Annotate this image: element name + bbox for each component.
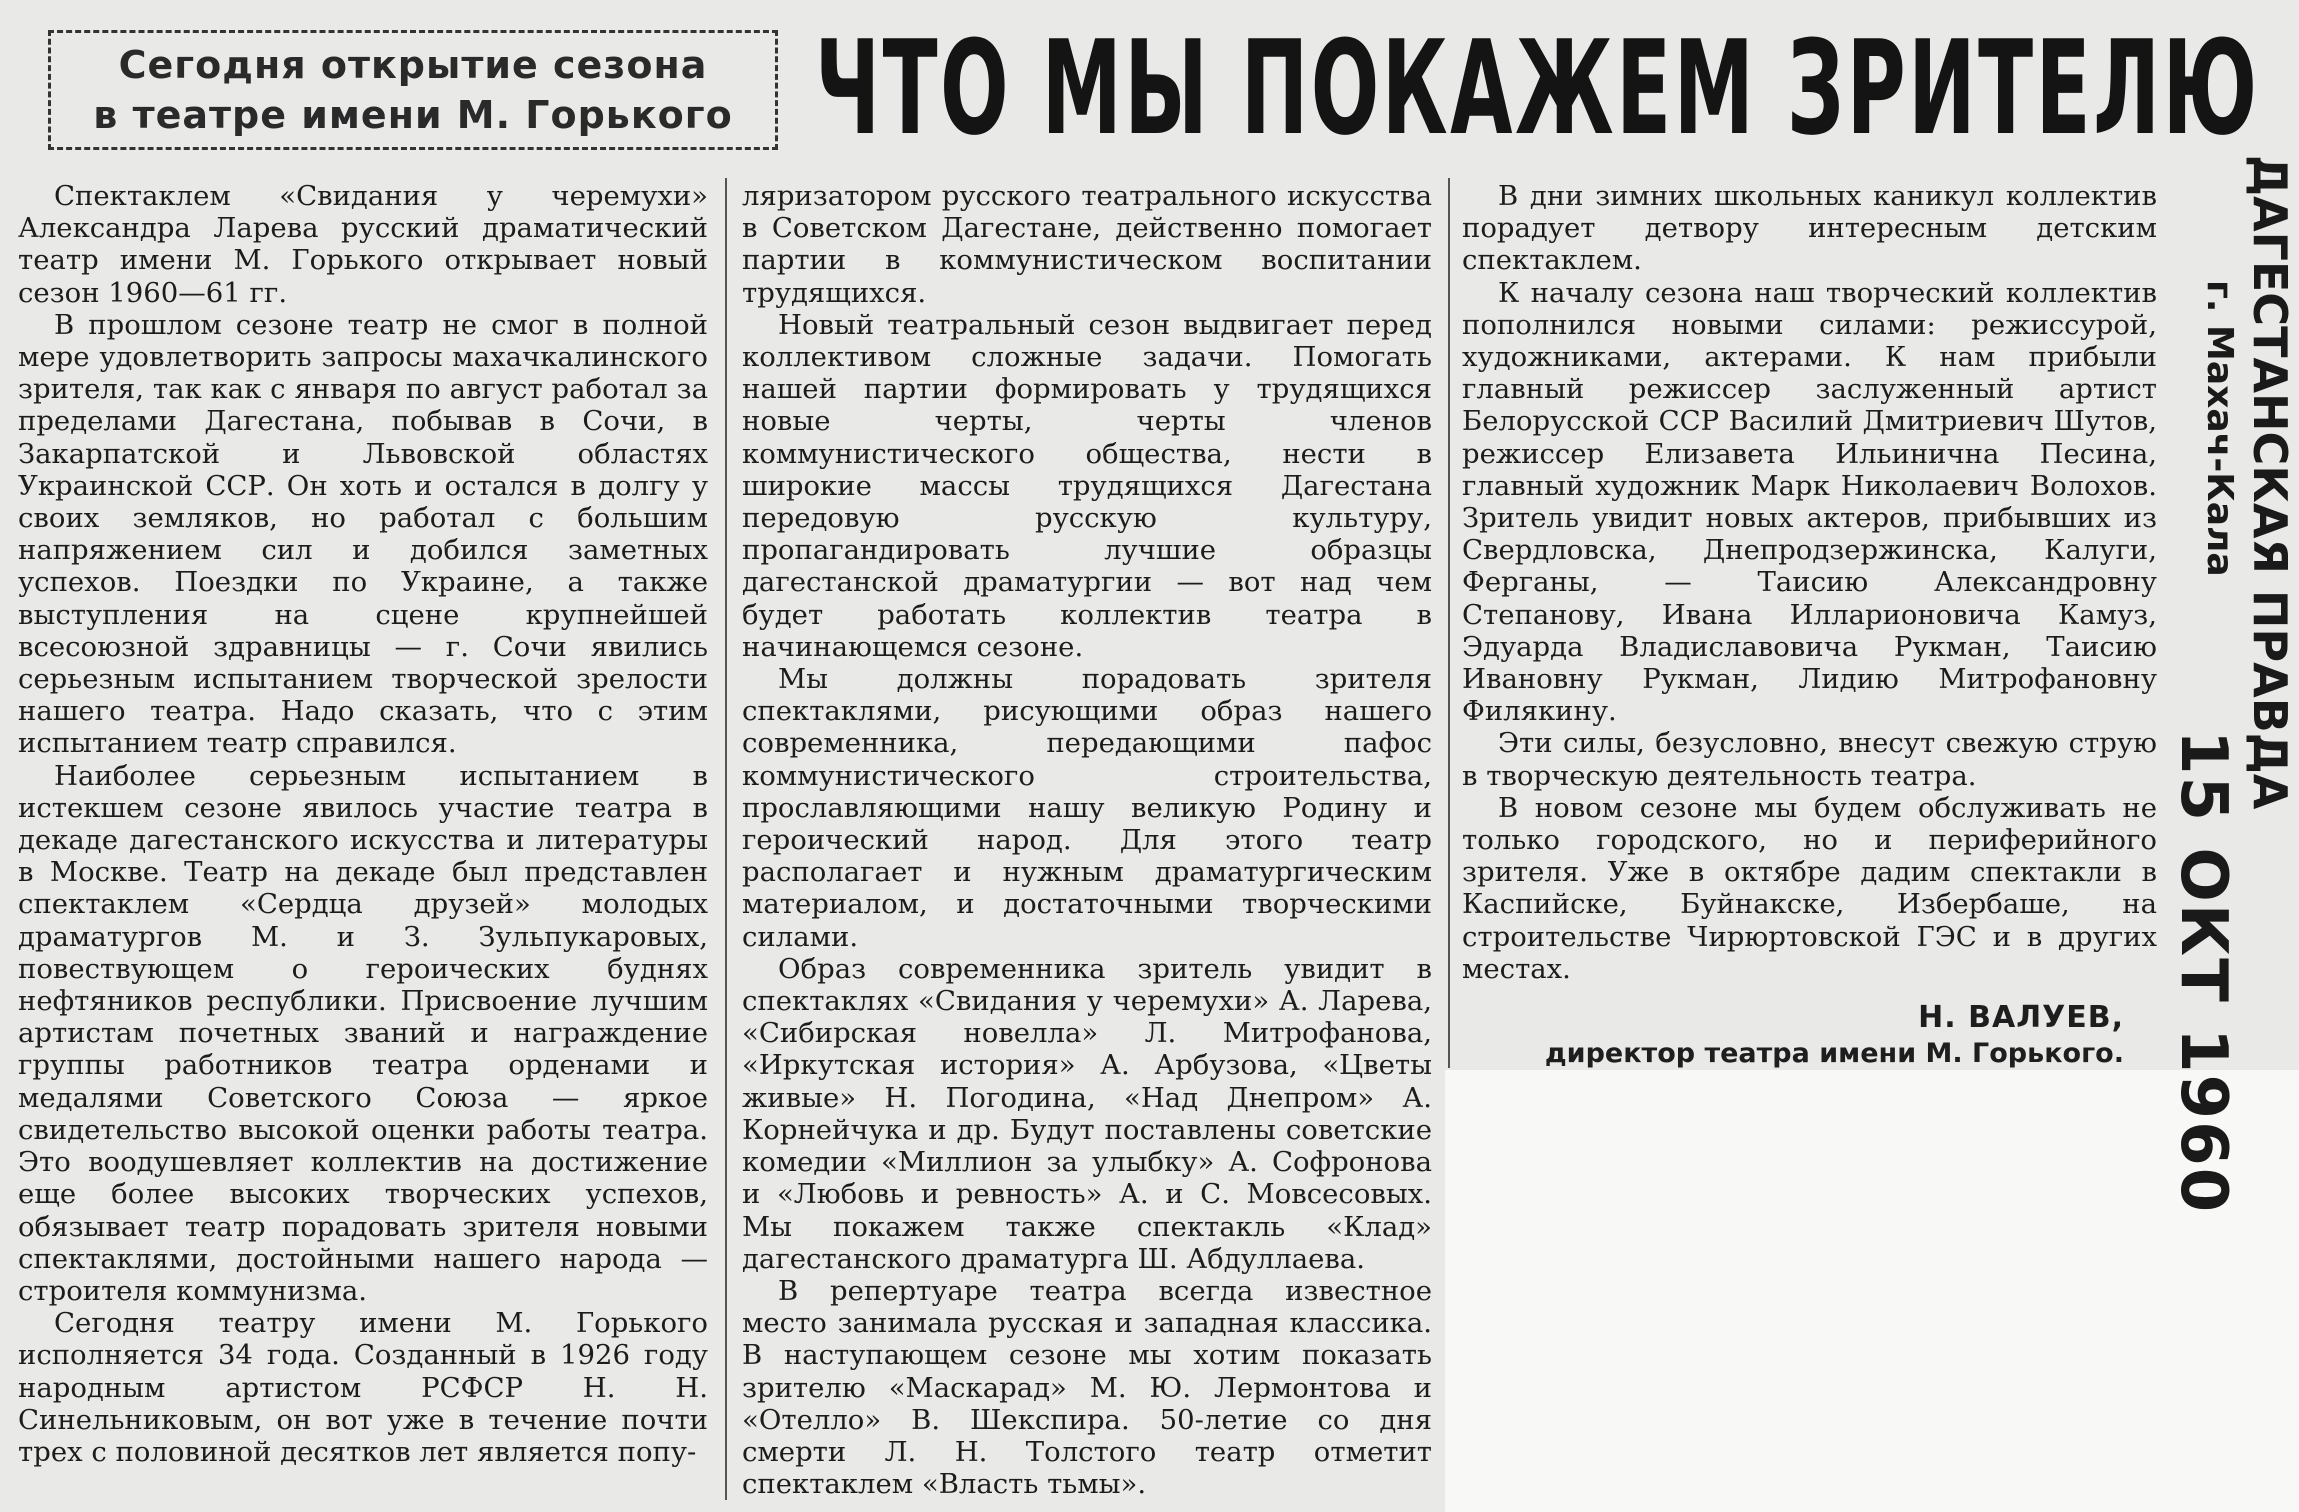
paragraph: В дни зимних школьных каникул коллектив порадует детвору интересным детским спектаклем.: [1462, 180, 2157, 277]
paragraph: Образ современника зритель увидит в спектаклях «Свидания у черемухи» А. Ларева, «Сибирская новелла» Л. Митрофанова, «Иркутская история» А. Арбузова, «Цветы живые» Н. Погодина, «Над Днепром» А. Корнейчука и др. Будут поставлены советские комедии «Миллион за улыбку» А. Софронова и «Любовь и ревность» А. и С. Мовсесовых. Мы покажем также спектакль «Клад» дагестанского драматурга Ш. Абдуллаева.: [742, 952, 1432, 1275]
column-rule: [725, 178, 727, 1500]
paragraph: В прошлом сезоне театр не смог в полной мере удовлетворить запросы махачкалинского зрителя, так как с января по август работал за пределами Дагестана, побывав в Сочи, в Закарпатской и Львовской областях Украинской ССР. Он хоть и остался в долгу у своих земляков, но работал с большим напряжением сил и добился заметных успехов. Поездки по Украине, а также выступления на сцене крупнейшей всесоюзной здравницы — г. Сочи явились серьезным испытанием творческой зрелости нашего театра. Надо сказать, что с этим испытанием театр справился.: [18, 308, 708, 760]
paragraph: В новом сезоне мы будем обслуживать не только городского, но и периферийного зрителя. Уже в октябре дадим спектакли в Каспийске, Буйнакске, Избербаше, на строительстве Чирюртовской ГЭС и в других местах.: [1462, 791, 2157, 985]
signature-block: [1462, 1000, 2124, 1072]
article-column-2: [742, 180, 1432, 1500]
paragraph: Эти силы, безусловно, внесут свежую струю в творческую деятельность театра.: [1462, 727, 2157, 792]
article-column-3: [1462, 180, 2157, 985]
article-headline: ЧТО МЫ ПОКАЖЕМ ЗРИТЕЛЮ: [815, 12, 2260, 164]
article-column-1: [18, 180, 708, 1468]
paragraph: В репертуаре театра всегда известное место занимала русская и западная классика. В наступающем сезоне мы хотим показать зрителю «Маскарад» М. Ю. Лермонтова и «Отелло» В. Шекспира. 50-летие со дня смерти Л. Н. Толстого театр отметит спектаклем «Власть тьмы».: [742, 1274, 1432, 1501]
stamp-newspaper-name: ДАГЕСТАНСКАЯ ПРАВДА: [2243, 155, 2297, 810]
paragraph: Сегодня театру имени М. Горького исполняется 34 года. Созданный в 1926 году народным артистом РСФСР Н. Н. Синельниковым, он вот уже в течение почти трех с половиной десятков лет является попу-: [18, 1307, 708, 1468]
paragraph: Новый театральный сезон выдвигает перед коллективом сложные задачи. Помогать нашей партии формировать у трудящихся новые черты, черты членов коммунистического общества, нести в широкие массы трудящихся Дагестана передовую русскую культуру, пропагандировать лучшие образцы дагестанской драматургии — вот над чем будет работать коллектив театра в начинающемся сезоне.: [742, 308, 1432, 663]
paragraph: К началу сезона наш творческий коллектив пополнился новыми силами: режиссурой, художниками, актерами. К нам прибыли главный режиссер заслуженный артист Белорусской ССР Василий Дмитриевич Шутов, режиссер Елизавета Ильинична Песина, главный художник Марк Николаевич Волохов. Зритель увидит новых актеров, прибывших из Свердловска, Днепродзержинска, Калуги, Ферганы, — Таисию Александровну Степанову, Ивана Илларионовича Камуз, Эдуарда Владиславовича Рукман, Таисию Ивановну Рукман, Лидию Митрофановну Филякину.: [1462, 276, 2157, 728]
column-rule: [1448, 178, 1450, 1068]
stamp-city: г. Махач-Кала: [2199, 280, 2240, 577]
author-role: директор театра имени М. Горького.: [1544, 1038, 2124, 1069]
paragraph: Наиболее серьезным испытанием в истекшем сезоне явилось участие театра в декаде дагестанского искусства и литературы в Москве. Театр на декаде был представлен спектаклем «Сердца друзей» молодых драматургов М. и З. Зульпукаровых, повествующем о героических буднях нефтяников республики. Присвоение лучшим артистам почетных званий и награждение группы работников театра орденами и медалями Советского Союза — яркое свидетельство высокой оценки работы театра. Это воодушевляет коллектив на достижение еще более высоких творческих успехов, обязывает театр порадовать зрителя новыми спектаклями, достойными нашего народа — строителя коммунизма.: [18, 759, 708, 1307]
kicker-line-2: в театре имени М. Горького: [93, 93, 733, 137]
paragraph: ляризатором русского театрального искусства в Советском Дагестане, действенно помогает партии в коммунистическом воспитании трудящихся.: [742, 180, 1432, 309]
kicker-box: [48, 30, 778, 150]
author-name: Н. ВАЛУЕВ,: [1918, 1000, 2124, 1035]
kicker-line-1: Сегодня открытие сезона: [118, 43, 708, 87]
paragraph: Мы должны порадовать зрителя спектаклями, рисующими образ нашего современника, передающими пафос коммунистического строительства, прославляющими нашу великую Родину и героический народ. Для этого театр располагает и нужным драматургическим материалом, и достаточными творческими силами.: [742, 663, 1432, 953]
paragraph: Спектаклем «Свидания у черемухи» Александра Ларева русский драматический театр имени М. Горького открывает новый сезон 1960—61 гг.: [18, 180, 708, 309]
stamp-date: 15 ОКТ 1960: [2166, 730, 2240, 1215]
